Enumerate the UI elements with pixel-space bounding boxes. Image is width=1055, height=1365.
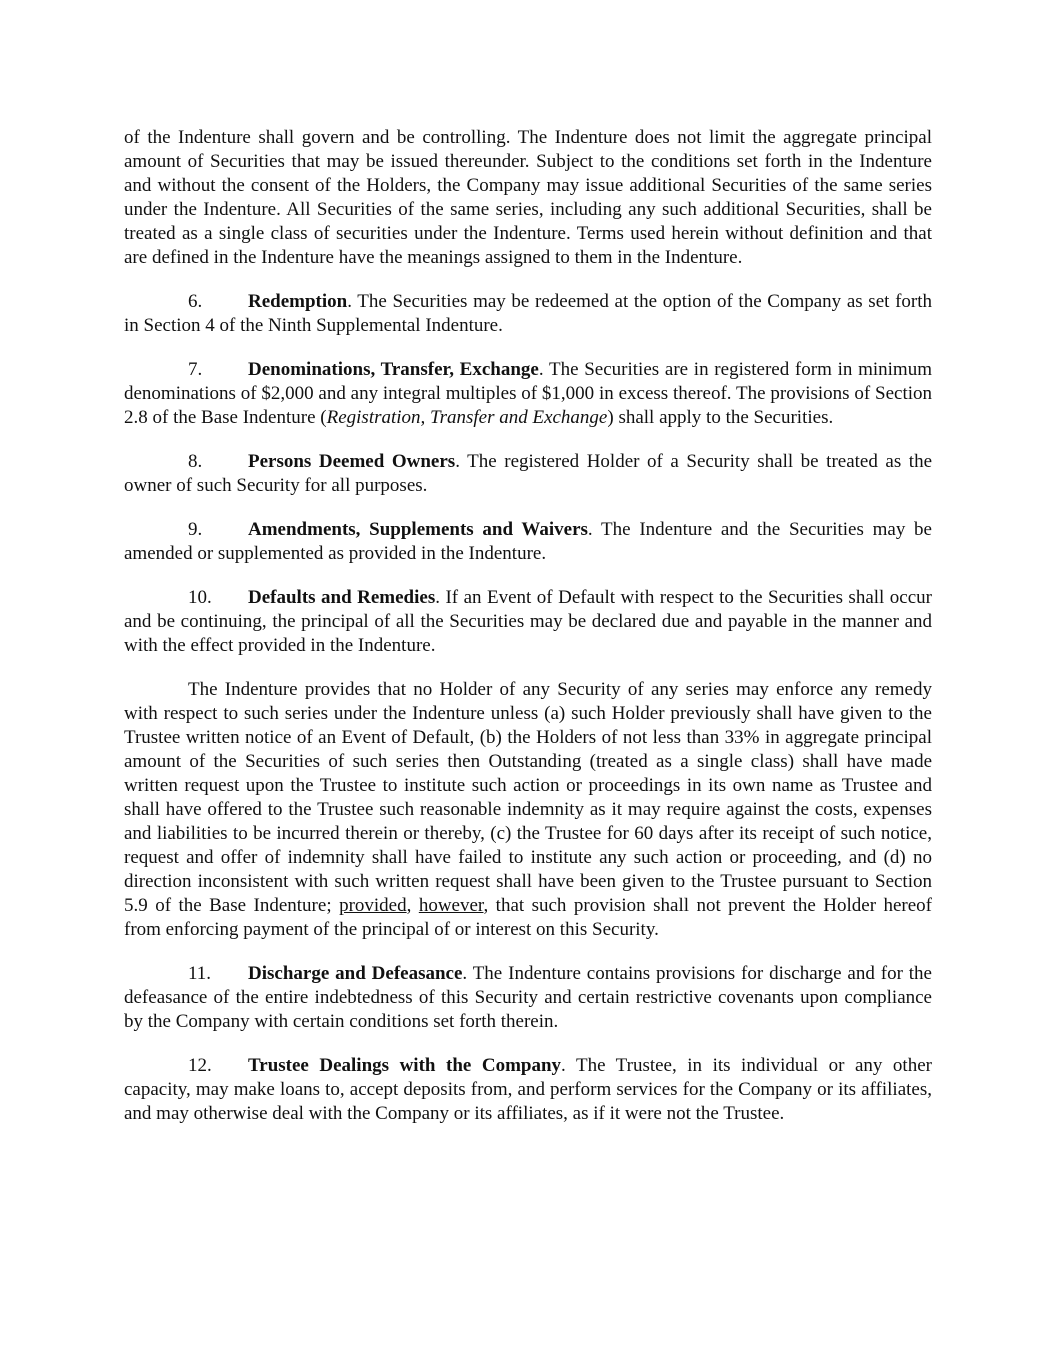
section-12-trustee-dealings [124, 1054, 932, 1126]
document-page [124, 126, 932, 1146]
section-number: 12. [188, 1055, 212, 1076]
section-number: 10. [188, 587, 212, 608]
separator-text: , [406, 895, 419, 916]
intro-text: of the Indenture shall govern and be controlling. The Indenture does not limit the aggregate principal amount of Securities that may be issued thereunder. Subject to the conditions set forth in the Indenture and without the consent of the Holders, the Company may issue additional Securities of the same series under the Indenture. All Securities of the same series, including any such additional Securities, shall be treated as a single class of securities under the Indenture. Terms used herein without definition and that are defined in the Indenture have the meanings assigned to them in the Indenture. [124, 127, 932, 268]
section-6-redemption [124, 290, 932, 338]
section-number: 7. [188, 359, 203, 380]
section-8-persons-deemed-owners [124, 450, 932, 498]
section-heading: Persons Deemed Owners [248, 451, 456, 472]
section-heading: Trustee Dealings with the Company [248, 1055, 562, 1076]
section-italic-text: Registration, Transfer and Exchange [326, 407, 608, 428]
underlined-however: however [418, 895, 484, 916]
section-text: . The Securities may be redeemed at the option of the Company as set forth in Section 4 of the Ninth Supplemental Indenture. [124, 291, 932, 336]
section-text: . The registered Holder of a Security shall be treated as the owner of such Security for all purposes. [124, 451, 932, 496]
section-11-discharge [124, 962, 932, 1034]
section-9-amendments [124, 518, 932, 566]
intro-paragraph [124, 126, 932, 270]
section-text: . The Securities are in registered form in minimum denominations of $2,000 and any integral multiples of $1,000 in excess thereof. The provisions of Section 2.8 of the Base Indenture ( [124, 359, 932, 428]
section-heading: Redemption [248, 291, 348, 312]
section-10-defaults [124, 586, 932, 658]
section-text: . If an Event of Default with respect to the Securities shall occur and be continuing, the principal of all the Securities may be declared due and payable in the manner and with the effect provided in the Indenture. [124, 587, 932, 656]
section-heading: Amendments, Supplements and Waivers [248, 519, 588, 540]
section-text: . The Indenture and the Securities may be amended or supplemented as provided in the Indenture. [124, 519, 932, 564]
section-number: 6. [188, 291, 203, 312]
underlined-provided: provided [339, 895, 407, 916]
section-number: 9. [188, 519, 203, 540]
section-7-denominations [124, 358, 932, 430]
section-heading: Discharge and Defeasance [248, 963, 463, 984]
section-text: . The Indenture contains provisions for discharge and for the defeasance of the entire indebtedness of this Security and certain restrictive covenants upon compliance by the Company with certain conditions set forth therein. [124, 963, 932, 1032]
section-text: The Indenture provides that no Holder of any Security of any series may enforce any remedy with respect to such series under the Indenture unless (a) such Holder previously shall have given to the Trustee written notice of an Event of Default, (b) the Holders of not less than 33% in aggregate principal amount of the Securities of such series then Outstanding (treated as a single class) shall have made written request upon the Trustee to institute such action or proceedings in its own name as Trustee and shall have offered to the Trustee such reasonable indemnity as it may require against the costs, expenses and liabilities to be incurred therein or thereby, (c) the Trustee for 60 days after its receipt of such notice, request and offer of indemnity shall have failed to institute any such action or proceeding, and (d) no direction inconsistent with such written request shall have been given to the Trustee pursuant to Section 5.9 of the Base Indenture; [124, 679, 932, 916]
section-number: 8. [188, 451, 203, 472]
section-text-end: , that such provision shall not prevent the Holder hereof from enforcing payment of the principal of or interest on this Security. [124, 895, 932, 940]
section-heading: Defaults and Remedies [248, 587, 436, 608]
section-10-holder-enforcement [124, 678, 932, 942]
section-number: 11. [188, 963, 212, 984]
section-heading: Denominations, Transfer, Exchange [248, 359, 539, 380]
section-text-end: ) shall apply to the Securities. [607, 407, 834, 428]
section-text: . The Trustee, in its individual or any other capacity, may make loans to, accept deposits from, and perform services for the Company or its affiliates, and may otherwise deal with the Company or its affiliates, as if it were not the Trustee. [124, 1055, 932, 1124]
